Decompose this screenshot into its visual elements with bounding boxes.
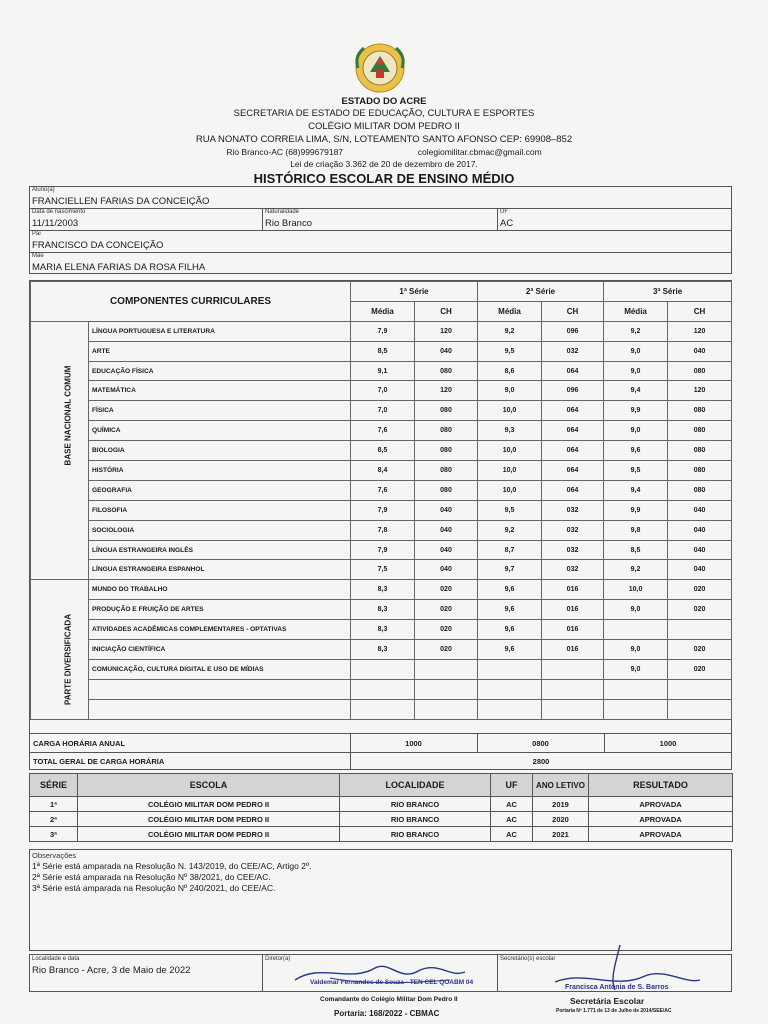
school-cell: RIO BRANCO xyxy=(340,797,491,812)
media-cell: 8,4 xyxy=(351,461,415,481)
ch-cell: 032 xyxy=(542,500,604,520)
ch-cell: 080 xyxy=(415,480,478,500)
ch-cell: 040 xyxy=(668,341,732,361)
grade-row xyxy=(31,480,732,500)
media-cell: 9,0 xyxy=(604,640,668,660)
subject-name: SOCIOLOGIA xyxy=(89,520,351,540)
ch-cell xyxy=(668,679,732,699)
diretor-role: Comandante do Colégio Militar Dom Pedro II xyxy=(320,996,458,1003)
ch-cell xyxy=(415,699,478,719)
schools-header-cell: SÉRIE xyxy=(30,774,78,797)
grade-row xyxy=(31,540,732,560)
grade-row xyxy=(31,560,732,580)
media-cell xyxy=(351,699,415,719)
school-cell: APROVADA xyxy=(589,812,733,827)
secretario-label: Secretário(s) escolar xyxy=(500,956,556,962)
ch-cell: 020 xyxy=(415,600,478,620)
subject-name: FÍSICA xyxy=(89,401,351,421)
acre-coat-of-arms-icon xyxy=(352,42,408,94)
subject-name: COMUNICAÇÃO, CULTURA DIGITAL E USO DE MÍDIAS xyxy=(89,659,351,679)
uf-label: UF xyxy=(500,209,508,215)
ch-cell: 064 xyxy=(542,461,604,481)
header-email: colegiomilitar.cbmac@gmail.com xyxy=(417,147,542,157)
secretario-signature xyxy=(545,940,705,1000)
observations-label: Observações xyxy=(32,851,77,860)
media-cell: 10,0 xyxy=(478,461,542,481)
media-cell: 10,0 xyxy=(478,480,542,500)
media-cell: 8,6 xyxy=(478,361,542,381)
media-cell xyxy=(604,699,668,719)
diretor-name: Valdemar Fernandes de Souza - TEN CEL QOABM 04 xyxy=(310,979,474,986)
school-row xyxy=(30,812,733,827)
carga-serie-2: 0800 xyxy=(532,739,549,748)
school-cell: 2019 xyxy=(533,797,589,812)
ch-cell: 032 xyxy=(542,341,604,361)
ch-cell: 040 xyxy=(415,560,478,580)
ch-cell: 020 xyxy=(668,640,732,660)
media-cell: 9,1 xyxy=(351,361,415,381)
media-cell: 9,2 xyxy=(478,321,542,341)
grade-row xyxy=(31,461,732,481)
diretor-portaria: Portaria: 168/2022 - CBMAC xyxy=(334,1009,440,1018)
subject-name: ARTE xyxy=(89,341,351,361)
ch-cell: 096 xyxy=(542,381,604,401)
subject-name: BIOLOGIA xyxy=(89,441,351,461)
school-row xyxy=(30,797,733,812)
secretario-name: Francisca Antonia de S. Barros xyxy=(565,984,669,991)
ch-cell: 080 xyxy=(415,441,478,461)
media-cell: 10,0 xyxy=(478,441,542,461)
pai-label: Pai xyxy=(32,231,41,237)
serie-3-header: 3ª Série xyxy=(604,282,732,302)
header-school: COLÉGIO MILITAR DOM PEDRO II xyxy=(308,121,460,132)
school-cell: 2ª xyxy=(30,812,78,827)
ch-cell: 080 xyxy=(668,421,732,441)
media-cell: 9,9 xyxy=(604,401,668,421)
media-cell xyxy=(478,699,542,719)
media-cell: 10,0 xyxy=(478,401,542,421)
ch-cell: 064 xyxy=(542,480,604,500)
media-cell: 7,9 xyxy=(351,500,415,520)
ch-header: CH xyxy=(668,301,732,321)
subject-name xyxy=(89,679,351,699)
subject-name: MUNDO DO TRABALHO xyxy=(89,580,351,600)
ch-cell xyxy=(542,679,604,699)
ch-cell: 016 xyxy=(542,640,604,660)
header-address: RUA NONATO CORREIA LIMA, S/N, LOTEAMENTO SANTO AFONSO CEP: 69908–852 xyxy=(195,134,573,145)
media-cell: 7,5 xyxy=(351,560,415,580)
grades-table xyxy=(29,280,732,770)
school-cell: APROVADA xyxy=(589,827,733,842)
ch-cell xyxy=(415,659,478,679)
ch-cell: 016 xyxy=(542,620,604,640)
ch-cell: 040 xyxy=(415,520,478,540)
media-cell: 9,9 xyxy=(604,500,668,520)
ch-cell xyxy=(668,699,732,719)
subject-name: LÍNGUA PORTUGUESA E LITERATURA xyxy=(89,321,351,341)
media-cell: 9,6 xyxy=(478,580,542,600)
subject-name: INICIAÇÃO CIENTÍFICA xyxy=(89,640,351,660)
ch-cell: 040 xyxy=(668,520,732,540)
media-cell: 9,2 xyxy=(604,560,668,580)
ch-cell: 020 xyxy=(415,620,478,640)
media-cell: 9,3 xyxy=(478,421,542,441)
ch-cell xyxy=(542,699,604,719)
ch-cell: 020 xyxy=(668,600,732,620)
school-row xyxy=(30,827,733,842)
ch-cell: 064 xyxy=(542,421,604,441)
school-cell: RIO BRANCO xyxy=(340,812,491,827)
secretario-portaria: Portaria Nº 1.771 de 13 de Julho de 2014/SEE/AC xyxy=(556,1008,672,1014)
grade-row xyxy=(31,620,732,640)
grade-row xyxy=(31,679,732,699)
school-cell: 2021 xyxy=(533,827,589,842)
ch-cell: 020 xyxy=(668,580,732,600)
components-header: COMPONENTES CURRICULARES xyxy=(31,282,351,322)
ch-cell: 016 xyxy=(542,580,604,600)
local-value: Rio Branco - Acre, 3 de Maio de 2022 xyxy=(32,965,191,976)
media-cell xyxy=(351,659,415,679)
total-carga-label: TOTAL GERAL DE CARGA HORÁRIA xyxy=(33,757,165,766)
subject-name: LÍNGUA ESTRANGEIRA ESPANHOL xyxy=(89,560,351,580)
observation-line: 3ª Série está amparada na Resolução Nº 240/2021, do CEE/AC. xyxy=(32,883,276,893)
ch-cell: 080 xyxy=(415,401,478,421)
school-cell: AC xyxy=(491,812,533,827)
ch-cell: 120 xyxy=(668,321,732,341)
mae-value: MARIA ELENA FARIAS DA ROSA FILHA xyxy=(32,262,206,273)
grade-row xyxy=(31,699,732,719)
grade-row xyxy=(31,421,732,441)
grade-row xyxy=(31,580,732,600)
media-header: Média xyxy=(351,301,415,321)
ch-cell: 020 xyxy=(415,640,478,660)
media-cell: 9,0 xyxy=(604,600,668,620)
media-cell: 8,3 xyxy=(351,600,415,620)
ch-cell: 032 xyxy=(542,560,604,580)
media-cell: 9,8 xyxy=(604,520,668,540)
observation-line: 2ª Série está amparada na Resolução Nº 38/2021, do CEE/AC. xyxy=(32,872,271,882)
naturalidade-label: Naturalidade xyxy=(265,209,300,215)
media-cell: 7,0 xyxy=(351,401,415,421)
grade-row xyxy=(31,640,732,660)
media-cell xyxy=(604,679,668,699)
media-cell: 8,5 xyxy=(351,341,415,361)
media-cell: 8,5 xyxy=(351,441,415,461)
media-cell: 8,5 xyxy=(604,540,668,560)
media-cell: 10,0 xyxy=(604,580,668,600)
pai-value: FRANCISCO DA CONCEIÇÃO xyxy=(32,240,164,251)
ch-cell: 080 xyxy=(415,461,478,481)
media-cell: 7,6 xyxy=(351,421,415,441)
subject-name: EDUCAÇÃO FÍSICA xyxy=(89,361,351,381)
media-cell: 9,2 xyxy=(478,520,542,540)
subject-name: PRODUÇÃO E FRUIÇÃO DE ARTES xyxy=(89,600,351,620)
grade-row xyxy=(31,600,732,620)
ch-cell: 080 xyxy=(668,441,732,461)
school-cell: COLÉGIO MILITAR DOM PEDRO II xyxy=(78,827,340,842)
media-cell: 9,0 xyxy=(604,659,668,679)
parte-diversificada-label: PARTE DIVERSIFICADA xyxy=(63,614,73,705)
ch-cell: 040 xyxy=(668,540,732,560)
header-secretariat: SECRETARIA DE ESTADO DE EDUCAÇÃO, CULTURA E ESPORTES xyxy=(233,108,535,119)
media-cell: 9,0 xyxy=(604,341,668,361)
media-cell xyxy=(351,679,415,699)
media-cell: 8,3 xyxy=(351,620,415,640)
media-cell: 7,8 xyxy=(351,520,415,540)
aluno-label: Aluno(a) xyxy=(32,187,55,193)
ch-cell xyxy=(542,659,604,679)
grade-row xyxy=(31,361,732,381)
grade-row xyxy=(31,401,732,421)
media-cell xyxy=(604,620,668,640)
ch-cell: 080 xyxy=(668,461,732,481)
media-cell: 9,5 xyxy=(604,461,668,481)
school-cell: 1ª xyxy=(30,797,78,812)
nascimento-value: 11/11/2003 xyxy=(32,218,79,229)
subject-name: FILOSOFIA xyxy=(89,500,351,520)
media-cell: 9,7 xyxy=(478,560,542,580)
grade-row xyxy=(31,321,732,341)
schools-header-cell: UF xyxy=(491,774,533,797)
school-cell: 2020 xyxy=(533,812,589,827)
media-cell: 9,4 xyxy=(604,480,668,500)
ch-header: CH xyxy=(415,301,478,321)
header-contact xyxy=(0,146,768,158)
nascimento-label: Data de nascimento xyxy=(32,209,86,215)
local-label: Localidade e data xyxy=(32,956,80,962)
base-nacional-group xyxy=(31,321,89,580)
naturalidade-value: Rio Branco xyxy=(265,218,312,229)
ch-header: CH xyxy=(542,301,604,321)
grade-row xyxy=(31,381,732,401)
grade-row xyxy=(31,500,732,520)
serie-2-header: 2ª Série xyxy=(478,282,604,302)
ch-cell: 064 xyxy=(542,441,604,461)
media-cell: 8,3 xyxy=(351,640,415,660)
ch-cell: 032 xyxy=(542,520,604,540)
ch-cell: 080 xyxy=(668,401,732,421)
ch-cell: 120 xyxy=(415,321,478,341)
ch-cell: 040 xyxy=(668,560,732,580)
media-cell xyxy=(478,679,542,699)
document-title: HISTÓRICO ESCOLAR DE ENSINO MÉDIO xyxy=(253,171,515,186)
header-phone: Rio Branco-AC (68)999679187 xyxy=(226,147,344,157)
media-cell: 8,3 xyxy=(351,580,415,600)
media-cell: 7,9 xyxy=(351,540,415,560)
ch-cell: 064 xyxy=(542,401,604,421)
ch-cell: 040 xyxy=(415,540,478,560)
ch-cell: 120 xyxy=(415,381,478,401)
ch-cell xyxy=(415,679,478,699)
grade-row xyxy=(31,659,732,679)
ch-cell: 064 xyxy=(542,361,604,381)
school-cell: RIO BRANCO xyxy=(340,827,491,842)
carga-serie-3: 1000 xyxy=(659,739,677,748)
grade-row xyxy=(31,341,732,361)
media-cell: 8,7 xyxy=(478,540,542,560)
carga-anual-label: CARGA HORÁRIA ANUAL xyxy=(33,739,126,748)
ch-cell: 040 xyxy=(415,341,478,361)
grade-row xyxy=(31,441,732,461)
total-carga-value: 2800 xyxy=(532,757,550,766)
media-cell: 9,5 xyxy=(478,341,542,361)
subject-name: QUÍMICA xyxy=(89,421,351,441)
ch-cell: 080 xyxy=(668,361,732,381)
schools-header-cell: ANO LETIVO xyxy=(533,774,589,797)
school-cell: 3ª xyxy=(30,827,78,842)
ch-cell: 016 xyxy=(542,600,604,620)
subject-name: ATIVIDADES ACADÊMICAS COMPLEMENTARES - OPTATIVAS xyxy=(89,620,351,640)
uf-value: AC xyxy=(500,218,514,229)
grade-row xyxy=(31,520,732,540)
schools-header-cell: LOCALIDADE xyxy=(340,774,491,797)
carga-serie-1: 1000 xyxy=(405,739,422,748)
subject-name xyxy=(89,699,351,719)
media-cell: 9,5 xyxy=(478,500,542,520)
school-cell: APROVADA xyxy=(589,797,733,812)
ch-cell: 040 xyxy=(415,500,478,520)
school-cell: COLÉGIO MILITAR DOM PEDRO II xyxy=(78,797,340,812)
ch-cell: 080 xyxy=(415,361,478,381)
aluno-value: FRANCIELLEN FARIAS DA CONCEIÇÃO xyxy=(32,196,210,207)
base-nacional-label: BASE NACIONAL COMUM xyxy=(63,365,73,466)
ch-cell: 040 xyxy=(668,500,732,520)
schools-table xyxy=(29,773,733,842)
media-cell: 7,6 xyxy=(351,480,415,500)
school-cell: AC xyxy=(491,797,533,812)
diretor-label: Diretor(a) xyxy=(265,956,291,962)
media-cell: 7,0 xyxy=(351,381,415,401)
school-cell: COLÉGIO MILITAR DOM PEDRO II xyxy=(78,812,340,827)
media-cell: 9,6 xyxy=(478,640,542,660)
ch-cell: 032 xyxy=(542,540,604,560)
media-cell: 7,9 xyxy=(351,321,415,341)
media-cell: 9,0 xyxy=(478,381,542,401)
subject-name: GEOGRAFIA xyxy=(89,480,351,500)
header-state: ESTADO DO ACRE xyxy=(341,96,427,107)
secretario-role: Secretária Escolar xyxy=(570,996,645,1006)
grades-grid xyxy=(30,281,732,720)
schools-header-cell: ESCOLA xyxy=(78,774,340,797)
subject-name: LÍNGUA ESTRANGEIRA INGLÊS xyxy=(89,540,351,560)
media-cell: 9,6 xyxy=(478,600,542,620)
serie-1-header: 1ª Série xyxy=(351,282,478,302)
media-cell xyxy=(478,659,542,679)
school-cell: AC xyxy=(491,827,533,842)
media-cell: 9,2 xyxy=(604,321,668,341)
media-cell: 9,0 xyxy=(604,421,668,441)
media-cell: 9,6 xyxy=(478,620,542,640)
media-header: Média xyxy=(604,301,668,321)
ch-cell: 096 xyxy=(542,321,604,341)
parte-diversificada-group xyxy=(31,580,89,719)
ch-cell: 020 xyxy=(668,659,732,679)
media-cell: 9,6 xyxy=(604,441,668,461)
media-header: Média xyxy=(478,301,542,321)
media-cell: 9,4 xyxy=(604,381,668,401)
ch-cell xyxy=(668,620,732,640)
subject-name: HISTÓRIA xyxy=(89,461,351,481)
schools-header-cell: RESULTADO xyxy=(589,774,733,797)
observation-line: 1ª Série está amparada na Resolução N. 143/2019, do CEE/AC, Artigo 2º. xyxy=(32,861,312,871)
ch-cell: 080 xyxy=(415,421,478,441)
ch-cell: 080 xyxy=(668,480,732,500)
header-law: Lei de criação 3.362 de 20 de dezembro de 2017. xyxy=(290,159,478,169)
subject-name: MATEMÁTICA xyxy=(89,381,351,401)
mae-label: Mãe xyxy=(32,253,44,259)
media-cell: 9,0 xyxy=(604,361,668,381)
ch-cell: 120 xyxy=(668,381,732,401)
ch-cell: 020 xyxy=(415,580,478,600)
